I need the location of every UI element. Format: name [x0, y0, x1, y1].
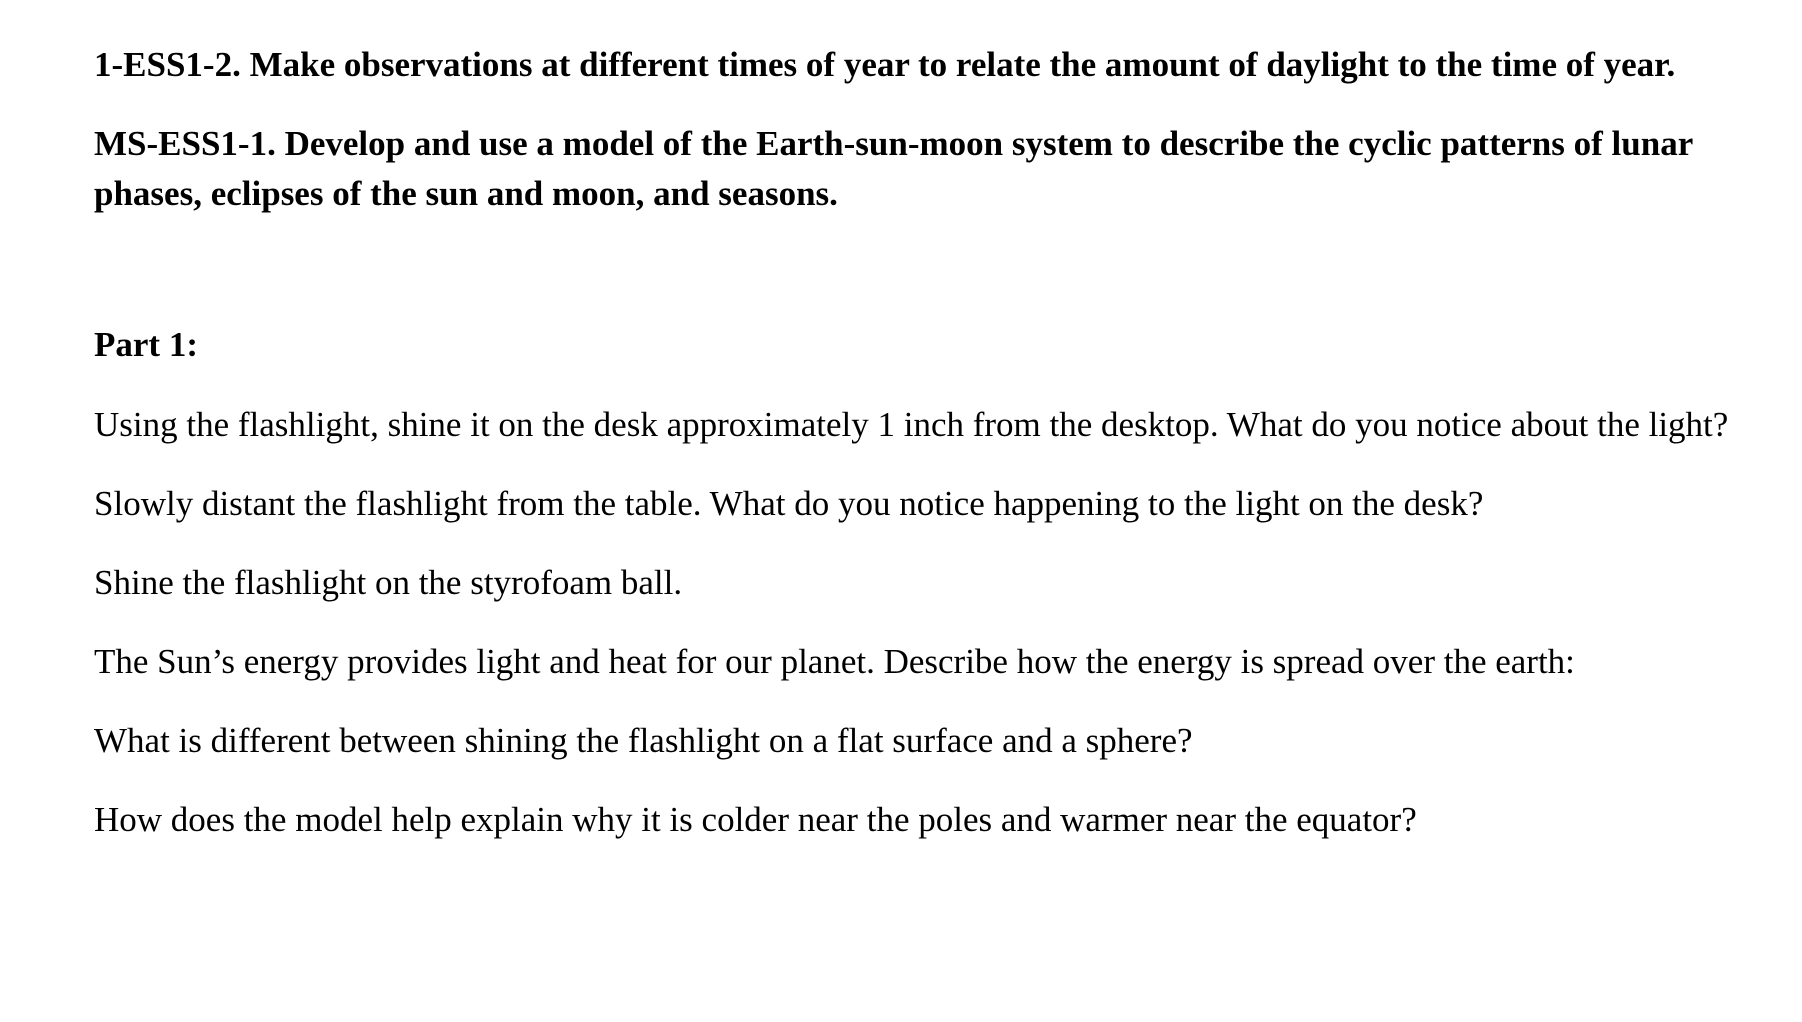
question-2: Slowly distant the flashlight from the table. What do you notice happening to the light on the desk?	[94, 484, 1484, 523]
standard-ms-ess1-1: MS-ESS1-1. Develop and use a model of the Earth-sun-moon system to describe the cyclic patterns of lunar phases, eclipses of the sun and moon, and seasons.	[94, 124, 1693, 213]
standard-1ess1-2: 1-ESS1-2. Make observations at different times of year to relate the amount of daylight to the time of year.	[94, 45, 1676, 84]
question-5: What is different between shining the flashlight on a flat surface and a sphere?	[94, 721, 1193, 760]
question-4: The Sun’s energy provides light and heat for our planet. Describe how the energy is spread over the earth:	[94, 642, 1575, 681]
part-heading: Part 1:	[94, 325, 198, 364]
document-page	[94, 40, 1754, 874]
question-6: How does the model help explain why it is colder near the poles and warmer near the equator?	[94, 800, 1417, 839]
question-1: Using the flashlight, shine it on the desk approximately 1 inch from the desktop. What do you notice about the light?	[94, 405, 1729, 444]
question-3: Shine the flashlight on the styrofoam ball.	[94, 563, 683, 602]
